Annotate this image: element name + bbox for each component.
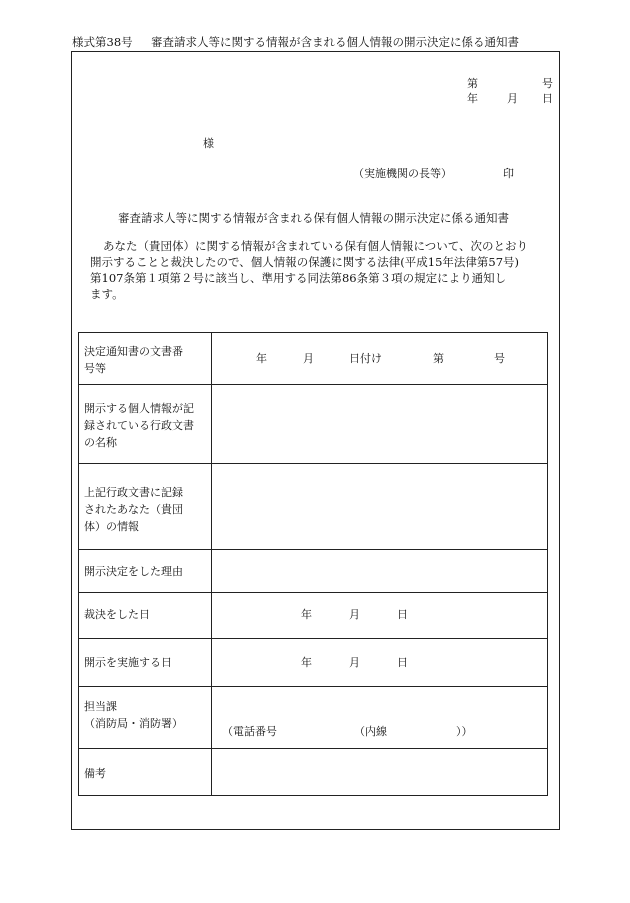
sender-name: （実施機関の長等） <box>353 167 452 180</box>
row-label-decision-number <box>84 343 208 377</box>
row-label-document-name <box>84 400 210 451</box>
doc-number-go: 号 <box>542 77 553 90</box>
phone-number-label: （電話番号 <box>222 725 277 738</box>
label-line: 決定通知書の文書番 <box>84 345 183 358</box>
date-day: 日 <box>542 92 553 105</box>
form-title: 審査請求人等に関する情報が含まれる個人情報の開示決定に係る通知書 <box>151 35 519 49</box>
ruling-date-month: 月 <box>349 608 360 621</box>
table-row-divider <box>78 638 548 639</box>
row-label-disclosure-date <box>84 654 210 671</box>
row-label-your-information <box>84 484 210 535</box>
row-value-dai: 第 <box>433 352 444 365</box>
label-line: 体）の情報 <box>84 520 139 533</box>
table-row-divider <box>78 592 548 593</box>
table-column-divider <box>211 332 212 796</box>
doc-number-dai: 第 <box>467 77 478 90</box>
table-row-divider <box>78 463 548 464</box>
row-value-go: 号 <box>494 352 505 365</box>
label-line: 上記行政文書に記録 <box>84 486 183 499</box>
table-row-divider <box>78 686 548 687</box>
row-value-nen: 年 <box>256 352 267 365</box>
row-value-tsuki: 月 <box>303 352 314 365</box>
body-line-1: あなた（貴団体）に関する情報が含まれている保有個人情報について、次のとおり <box>103 239 529 253</box>
phone-close-paren: ）） <box>456 725 473 738</box>
body-line-4: ます。 <box>90 287 124 301</box>
table-border-left <box>78 332 79 796</box>
label-line: 裁決をした日 <box>84 608 150 621</box>
table-border-top <box>78 332 548 333</box>
sender-seal: 印 <box>503 167 514 180</box>
row-label-ruling-date <box>84 606 210 623</box>
label-line: されたあなた（貴団 <box>84 503 183 516</box>
table-row-divider <box>78 384 548 385</box>
table-row-divider <box>78 748 548 749</box>
disclosure-date-day: 日 <box>397 656 408 669</box>
extension-label: （内線 <box>354 725 387 738</box>
label-line: 開示を実施する日 <box>84 656 172 669</box>
table-row-divider <box>78 549 548 550</box>
row-label-reason <box>84 563 210 580</box>
body-line-2: 開示することと裁決したので、個人情報の保護に関する法律(平成15年法律第57号) <box>90 255 520 269</box>
row-label-remarks <box>84 765 210 782</box>
label-line: 録されている行政文書 <box>84 419 194 432</box>
date-month: 月 <box>507 92 518 105</box>
ruling-date-year: 年 <box>301 608 312 621</box>
table-border-bottom <box>78 795 548 796</box>
label-line: 開示決定をした理由 <box>84 565 183 578</box>
row-value-hizuke: 日付け <box>349 352 382 365</box>
label-line: の名称 <box>84 436 117 449</box>
form-number: 様式第38号 <box>72 35 133 49</box>
label-line: 号等 <box>84 362 106 375</box>
label-line: 担当課 <box>84 700 117 713</box>
date-year: 年 <box>467 92 478 105</box>
row-label-department <box>84 698 210 732</box>
table-border-right <box>547 332 548 796</box>
disclosure-date-year: 年 <box>301 656 312 669</box>
label-line: 備考 <box>84 767 106 780</box>
body-line-3: 第107条第１項第２号に該当し、準用する同法第86条第３項の規定により通知し <box>90 271 507 285</box>
notice-title: 審査請求人等に関する情報が含まれる保有個人情報の開示決定に係る通知書 <box>118 211 509 225</box>
label-line: 開示する個人情報が記 <box>84 402 194 415</box>
disclosure-date-month: 月 <box>349 656 360 669</box>
ruling-date-day: 日 <box>397 608 408 621</box>
label-line: （消防局・消防署） <box>84 717 183 730</box>
addressee-sama: 様 <box>203 137 214 150</box>
